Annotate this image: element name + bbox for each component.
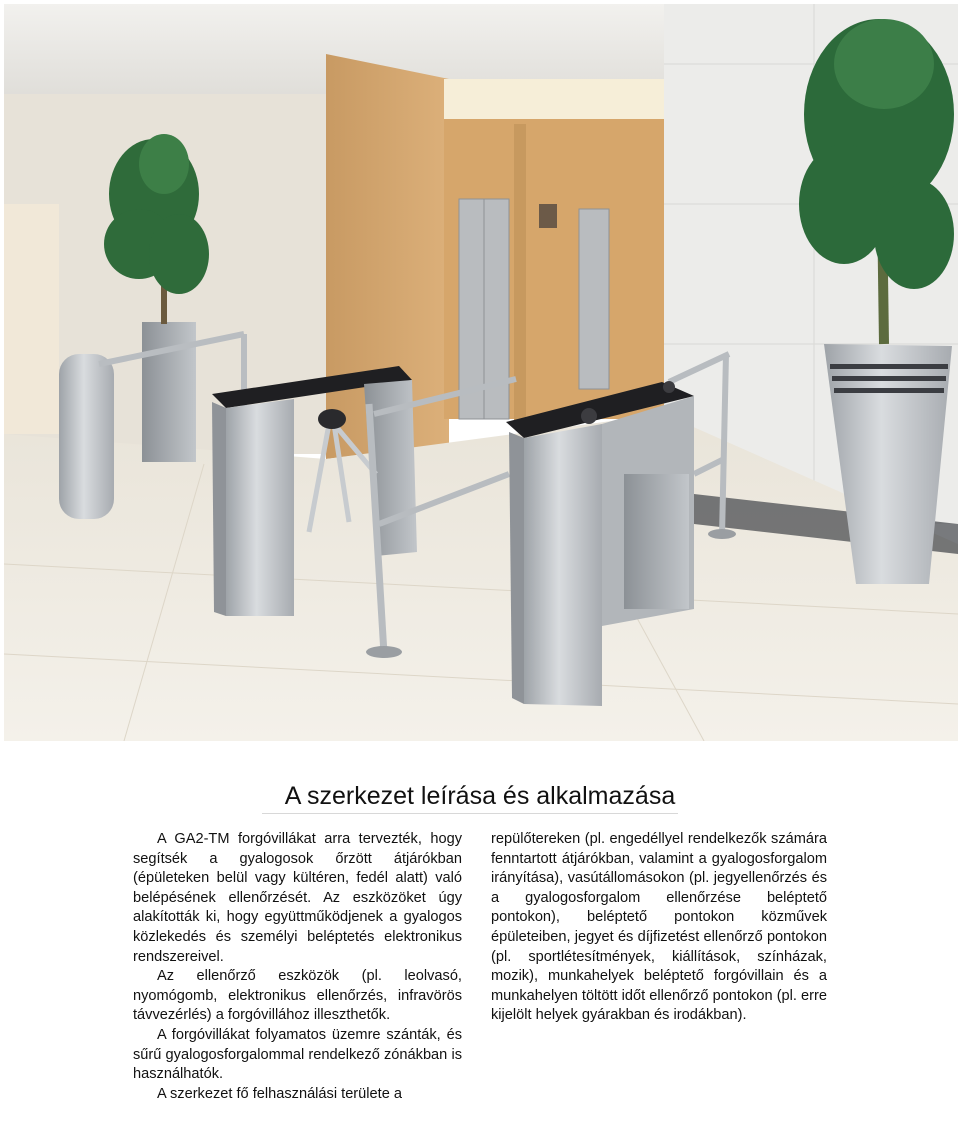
paragraph-control-devices: Az ellenőrző eszközök (pl. leolvasó, nyomógomb, elektronikus ellenőrzés, infravörös távvezérlés) a forgóvillához illeszthetők.	[133, 968, 462, 1024]
paragraph-use-areas: repülőtereken (pl. engedéllyel rendelkezők számára fenntartott átjárókban, valamint a gyalogosforgalom irányítása), vasútállomásokon (pl. jegyellenőrzés és a gyalogosforgalom ellenőrzése beléptető pontokon), beléptető pontokon közművek épületeiben, jegyet és díjfizetést ellenőrző pontokon (pl. sportlétesítmények, kiállítások, színházak, mozik), munkahelyek beléptető forgóvillain és a munkahelyen töltött időt ellenőrző pontokon (pl. erre kijelölt helyek gyárakban és irodákban).	[491, 831, 827, 1024]
section-heading: A szerkezet leírása és alkalmazása	[284, 782, 676, 810]
paragraph-continuous-operation: A forgóvillákat folyamatos üzemre szánták, és sűrű gyalogosforgalommal rendelkező zónákban is használhatók.	[133, 1026, 462, 1083]
paragraph-intro: A GA2-TM forgóvillákat arra tervezték, hogy segítsék a gyalogosok őrzött átjárókban (épületeken belül vagy kültéren, fedél alatt) való belépésének ellenőrzését. Az eszközöket úgy alakították ki, hogy együttműködjenek a gyalogos közlekedés és személyi beléptetés elektronikus rendszereivel.	[133, 831, 462, 965]
paragraph-main-use-start: A szerkezet fő felhasználási területe a	[157, 1085, 402, 1102]
right-text-column	[491, 830, 827, 1026]
left-text-column	[133, 830, 462, 1125]
turnstile-lobby-photo	[4, 4, 958, 741]
heading-underline	[262, 813, 678, 814]
